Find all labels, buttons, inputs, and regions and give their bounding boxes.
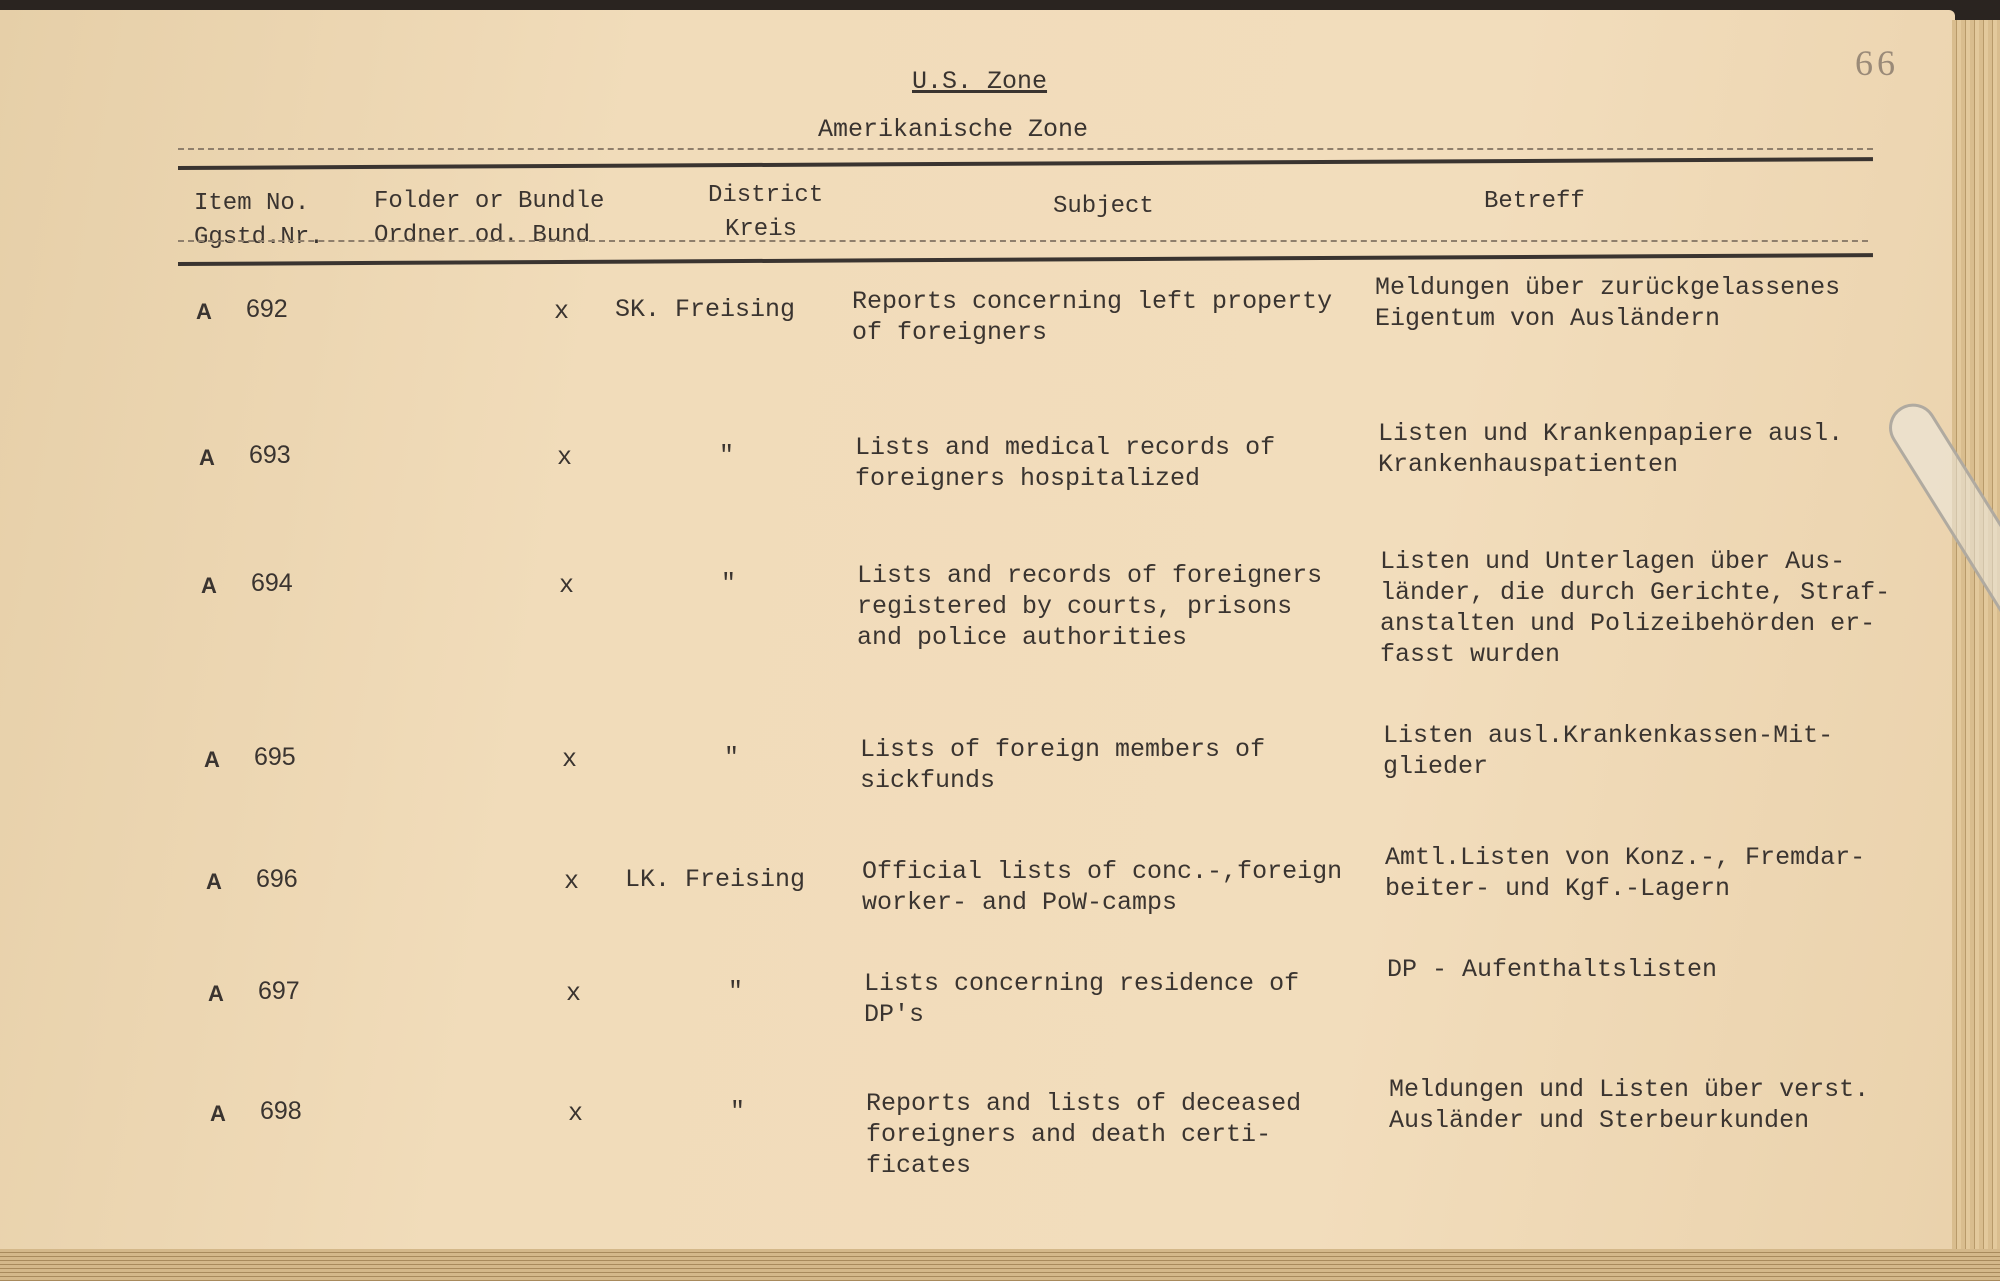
subject: Lists and records of foreigners registered by courts, prisons and police authorities <box>857 561 1323 652</box>
row-marker-693: A <box>199 445 215 470</box>
header-district-de: Kreis <box>725 216 798 243</box>
betreff: Listen und Unterlagen über Aus- länder, die durch Gerichte, Straf- anstalten und Polizeibehörden er- fasst wurden <box>1380 547 1891 669</box>
subject: Official lists of conc.-,foreign worker- and PoW-camps <box>862 857 1343 917</box>
row-marker-692: A <box>196 299 212 324</box>
row-marker-695: A <box>204 747 220 772</box>
dotted-rule <box>178 148 1873 150</box>
betreff: Meldungen und Listen über verst. Ausländer und Sterbeurkunden <box>1389 1075 1870 1135</box>
betreff: DP - Aufenthaltslisten <box>1387 955 1718 984</box>
bundle-mark: x <box>562 745 578 774</box>
header-district-en: District <box>708 182 824 209</box>
header-dotted-rule <box>178 240 1868 242</box>
page-number: 66 <box>1855 43 1899 83</box>
row-marker-698: A <box>210 1101 226 1126</box>
row-marker-694: A <box>201 573 217 598</box>
header-item-de: Ggstd.Nr. <box>194 224 324 251</box>
subject: Lists concerning residence of DP's <box>864 969 1300 1029</box>
page-stack-edge <box>1952 20 2000 1270</box>
item-number: 696 <box>256 865 298 893</box>
bundle-mark: x <box>557 443 573 472</box>
subject: Reports and lists of deceased foreigners and death certi- ficates <box>866 1089 1302 1180</box>
bundle-mark: x <box>554 297 570 326</box>
district: " <box>730 1097 746 1126</box>
betreff: Listen ausl.Krankenkassen-Mit- glieder <box>1383 721 1834 781</box>
item-number: 693 <box>249 441 291 469</box>
district: " <box>719 441 735 470</box>
district: LK. Freising <box>625 865 806 894</box>
bundle-mark: x <box>568 1099 584 1128</box>
bundle-mark: x <box>564 867 580 896</box>
subject: Lists of foreign members of sickfunds <box>860 735 1266 795</box>
header-folder-en: Folder or Bundle <box>374 188 605 215</box>
row-marker-696: A <box>206 869 222 894</box>
item-number: 694 <box>251 569 293 597</box>
document-title: U.S. Zone <box>912 67 1048 96</box>
item-number: 692 <box>246 295 288 323</box>
item-number: 697 <box>258 977 300 1005</box>
header-subject: Subject <box>1053 193 1154 220</box>
item-number: 698 <box>260 1097 302 1125</box>
bundle-mark: x <box>566 979 582 1008</box>
district: " <box>724 743 740 772</box>
header-item-en: Item No. <box>194 190 310 217</box>
document-subtitle: Amerikanische Zone <box>818 115 1089 144</box>
betreff: Amtl.Listen von Konz.-, Fremdar- beiter- und Kgf.-Lagern <box>1385 843 1866 903</box>
district: SK. Freising <box>615 295 796 324</box>
subject: Lists and medical records of foreigners hospitalized <box>855 433 1276 493</box>
betreff: Listen und Krankenpapiere ausl. Krankenhauspatienten <box>1378 419 1844 479</box>
item-number: 695 <box>254 743 296 771</box>
row-marker-697: A <box>208 981 224 1006</box>
betreff: Meldungen über zurückgelassenes Eigentum von Ausländern <box>1375 273 1841 333</box>
bundle-mark: x <box>559 571 575 600</box>
district: " <box>721 569 737 598</box>
subject: Reports concerning left property of foreigners <box>852 287 1333 347</box>
district: " <box>728 977 744 1006</box>
header-folder-de: Ordner od. Bund <box>374 222 591 249</box>
header-betreff: Betreff <box>1484 188 1585 215</box>
page-bottom-edge <box>0 1249 2000 1281</box>
